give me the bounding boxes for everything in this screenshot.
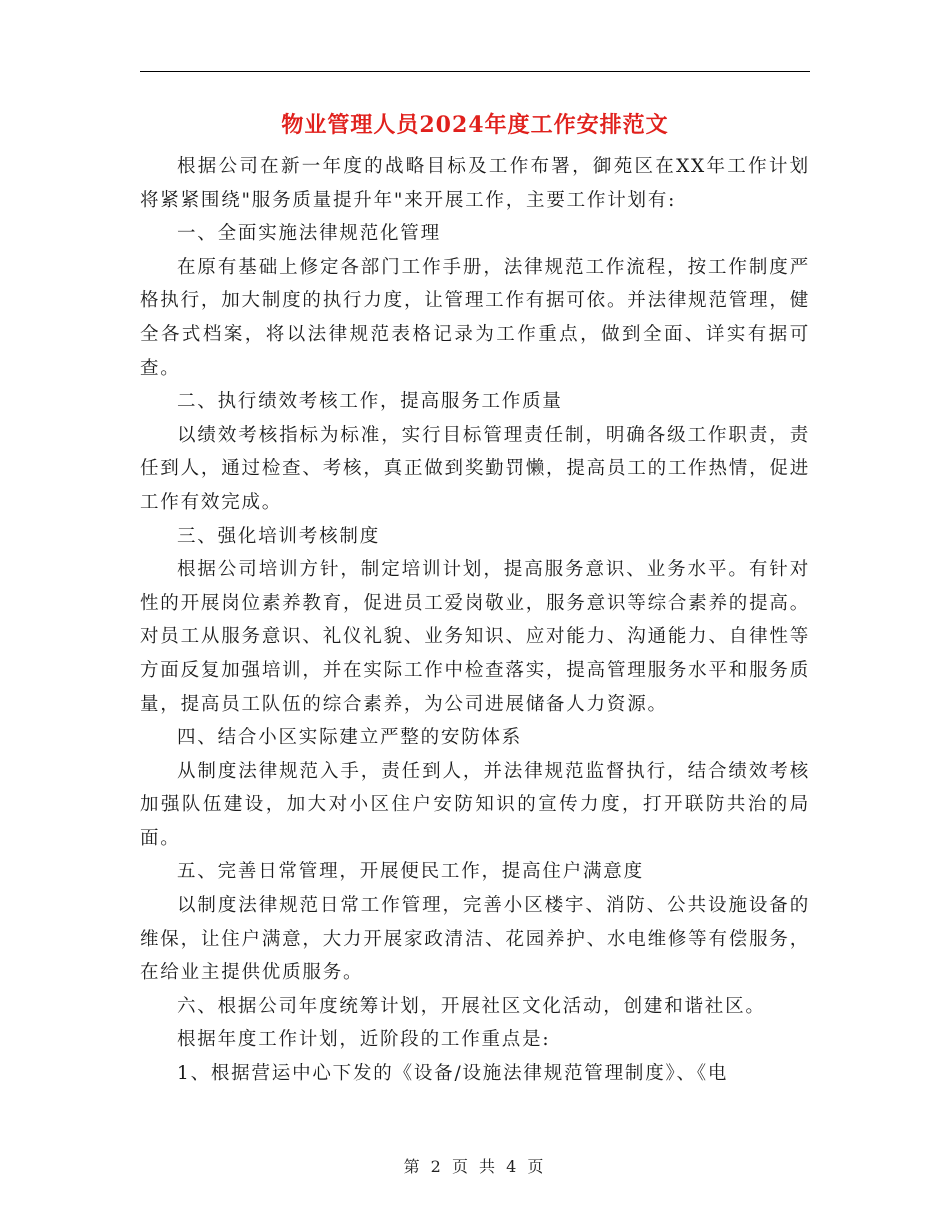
intro-paragraph: 根据公司在新一年度的战略目标及工作布署，御苑区在XX年工作计划将紧紧围绕"服务质量提升年"来开展工作，主要工作计划有: — [140, 156, 810, 211]
plan-intro-paragraph: 根据年度工作计划，近阶段的工作重点是: — [177, 1029, 551, 1051]
section-heading-5: 五、完善日常管理，开展便民工作，提高住户满意度 — [177, 861, 644, 883]
section-heading-1: 一、全面实施法律规范化管理 — [177, 223, 441, 245]
plan-item-1: 1、根据营运中心下发的《设备/设施法律规范管理制度》、《电 — [177, 1063, 729, 1085]
section-paragraph-4: 从制度法律规范入手，责任到人，并法律规范监督执行，结合绩效考核加强队伍建设，加大对小区住户安防知识的宣传力度，打开联防共治的局面。 — [140, 760, 810, 849]
section-heading-6: 六、根据公司年度统筹计划，开展社区文化活动，创建和谐社区。 — [177, 995, 766, 1017]
header-rule — [140, 71, 810, 72]
section-paragraph-2: 以绩效考核指标为标准，实行目标管理责任制，明确各级工作职责，责任到人，通过检查、考核，真正做到奖勤罚懒，提高员工的工作热情，促进工作有效完成。 — [140, 424, 810, 513]
section-heading-2: 二、执行绩效考核工作，提高服务工作质量 — [177, 391, 563, 413]
section-heading-4: 四、结合小区实际建立严整的安防体系 — [177, 727, 523, 749]
section-heading-3: 三、强化培训考核制度 — [177, 525, 381, 547]
section-paragraph-3: 根据公司培训方针，制定培训计划，提高服务意识、业务水平。有针对性的开展岗位素养教育，促进员工爱岗敬业，服务意识等综合素养的提高。对员工从服务意识、礼仪礼貌、业务知识、应对能力、沟通能力、自律性等方面反复加强培训，并在实际工作中检查落实，提高管理服务水平和服务质量，提高员工队伍的综合素养，为公司进展储备人力资源。 — [140, 559, 810, 715]
page-number: 第 2 页 共 4 页 — [403, 1157, 547, 1176]
document-body — [140, 150, 810, 1091]
section-paragraph-5: 以制度法律规范日常工作管理，完善小区楼宇、消防、公共设施设备的维保，让住户满意，大力开展家政清洁、花园养护、水电维修等有偿服务，在给业主提供优质服务。 — [140, 895, 810, 984]
document-title: 物业管理人员2024年度工作安排范文 — [281, 112, 669, 138]
section-paragraph-1: 在原有基础上修定各部门工作手册，法律规范工作流程，按工作制度严格执行，加大制度的执行力度，让管理工作有据可依。并法律规范管理，健全各式档案，将以法律规范表格记录为工作重点，做到全面、详实有据可查。 — [140, 256, 810, 379]
